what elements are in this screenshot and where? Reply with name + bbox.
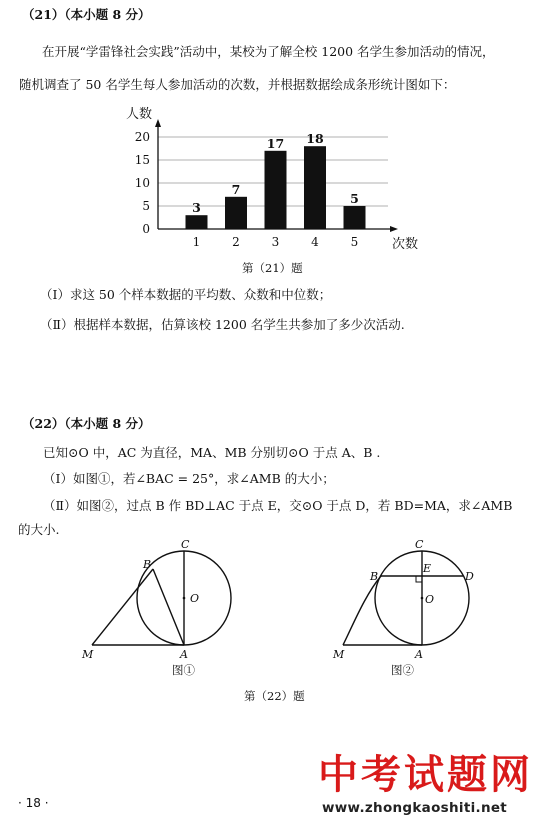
bar-data-label: 17 bbox=[266, 135, 285, 151]
label-b: B bbox=[143, 558, 152, 571]
watermark-title: 中考试题网 bbox=[318, 752, 533, 798]
bar-chart bbox=[0, 0, 554, 300]
y-axis-title: 人数 bbox=[126, 107, 153, 122]
tangent-mb bbox=[92, 569, 153, 645]
q21-header: （21）（本小题 8 分） bbox=[22, 7, 151, 22]
bar-data-label: 5 bbox=[350, 191, 359, 206]
center-dot bbox=[421, 597, 424, 600]
bar-data-label: 7 bbox=[231, 181, 241, 197]
label-m: M bbox=[333, 648, 345, 661]
right-angle-mark bbox=[416, 576, 422, 582]
fig1-caption: 图① bbox=[172, 663, 195, 677]
y-tick-label: 10 bbox=[134, 176, 150, 190]
chord-ab bbox=[153, 569, 184, 645]
bar bbox=[304, 146, 326, 229]
bar bbox=[186, 215, 208, 229]
label-o: O bbox=[425, 593, 435, 606]
tangent-mb bbox=[343, 576, 381, 645]
q22-part2: （Ⅱ）如图②，过点 B 作 BD⊥AC 于点 E，交⊙O 于点 D，若 BD=MA，求∠AMB bbox=[43, 498, 513, 513]
bar bbox=[344, 206, 366, 229]
label-a: A bbox=[415, 648, 423, 661]
q22-caption: 第（22）题 bbox=[244, 689, 305, 703]
y-tick-label: 0 bbox=[142, 222, 150, 236]
x-tick-label: 2 bbox=[232, 235, 240, 249]
figure-1 bbox=[80, 540, 260, 680]
fig2-caption: 图② bbox=[391, 663, 414, 677]
y-tick-label: 15 bbox=[134, 153, 150, 167]
y-axis-arrow bbox=[155, 119, 161, 127]
label-c: C bbox=[181, 540, 190, 551]
y-tick-label: 20 bbox=[134, 130, 150, 144]
label-o: O bbox=[190, 592, 200, 605]
q21-text-line1: 在开展“学雷锋社会实践”活动中，某校为了解全校 1200 名学生参加活动的情况， bbox=[42, 44, 495, 59]
figure-2 bbox=[325, 540, 505, 680]
x-tick-label: 5 bbox=[350, 235, 359, 249]
q21-part1: （Ⅰ）求这 50 个样本数据的平均数、众数和中位数； bbox=[40, 287, 332, 302]
q22-text-line1: 已知⊙O 中，AC 为直径，MA、MB 分别切⊙O 于点 A、B . bbox=[43, 445, 381, 460]
bar-data-label: 18 bbox=[306, 131, 324, 147]
x-axis-title: 次数 bbox=[392, 237, 419, 252]
label-m: M bbox=[82, 648, 94, 661]
x-tick-label: 1 bbox=[192, 235, 201, 249]
q22-part2-cont: 的大小. bbox=[18, 522, 60, 537]
page-number: · 18 · bbox=[18, 796, 49, 810]
x-tick-label: 3 bbox=[271, 235, 280, 249]
q22-part1: （Ⅰ）如图①，若∠BAC = 25°，求∠AMB 的大小； bbox=[43, 471, 335, 486]
center-dot bbox=[183, 597, 186, 600]
q21-caption: 第（21）题 bbox=[242, 261, 303, 275]
y-tick-label: 5 bbox=[142, 199, 150, 213]
label-a: A bbox=[180, 648, 188, 661]
bar-data-label: 3 bbox=[192, 200, 201, 216]
watermark-url: www.zhongkaoshiti.net bbox=[322, 800, 508, 816]
q21-part2: （Ⅱ）根据样本数据，估算该校 1200 名学生共参加了多少次活动. bbox=[40, 317, 405, 332]
q21-text-line2: 随机调查了 50 名学生每人参加活动的次数，并根据数据绘成条形统计图如下： bbox=[19, 77, 456, 92]
label-e: E bbox=[423, 562, 432, 575]
q22-header: （22）（本小题 8 分） bbox=[22, 416, 151, 431]
x-tick-label: 4 bbox=[311, 235, 319, 249]
label-b: B bbox=[370, 570, 379, 583]
bar bbox=[225, 197, 247, 229]
label-c: C bbox=[415, 540, 424, 551]
bar bbox=[265, 151, 287, 229]
x-axis-arrow bbox=[390, 226, 398, 232]
label-d: D bbox=[465, 570, 474, 583]
